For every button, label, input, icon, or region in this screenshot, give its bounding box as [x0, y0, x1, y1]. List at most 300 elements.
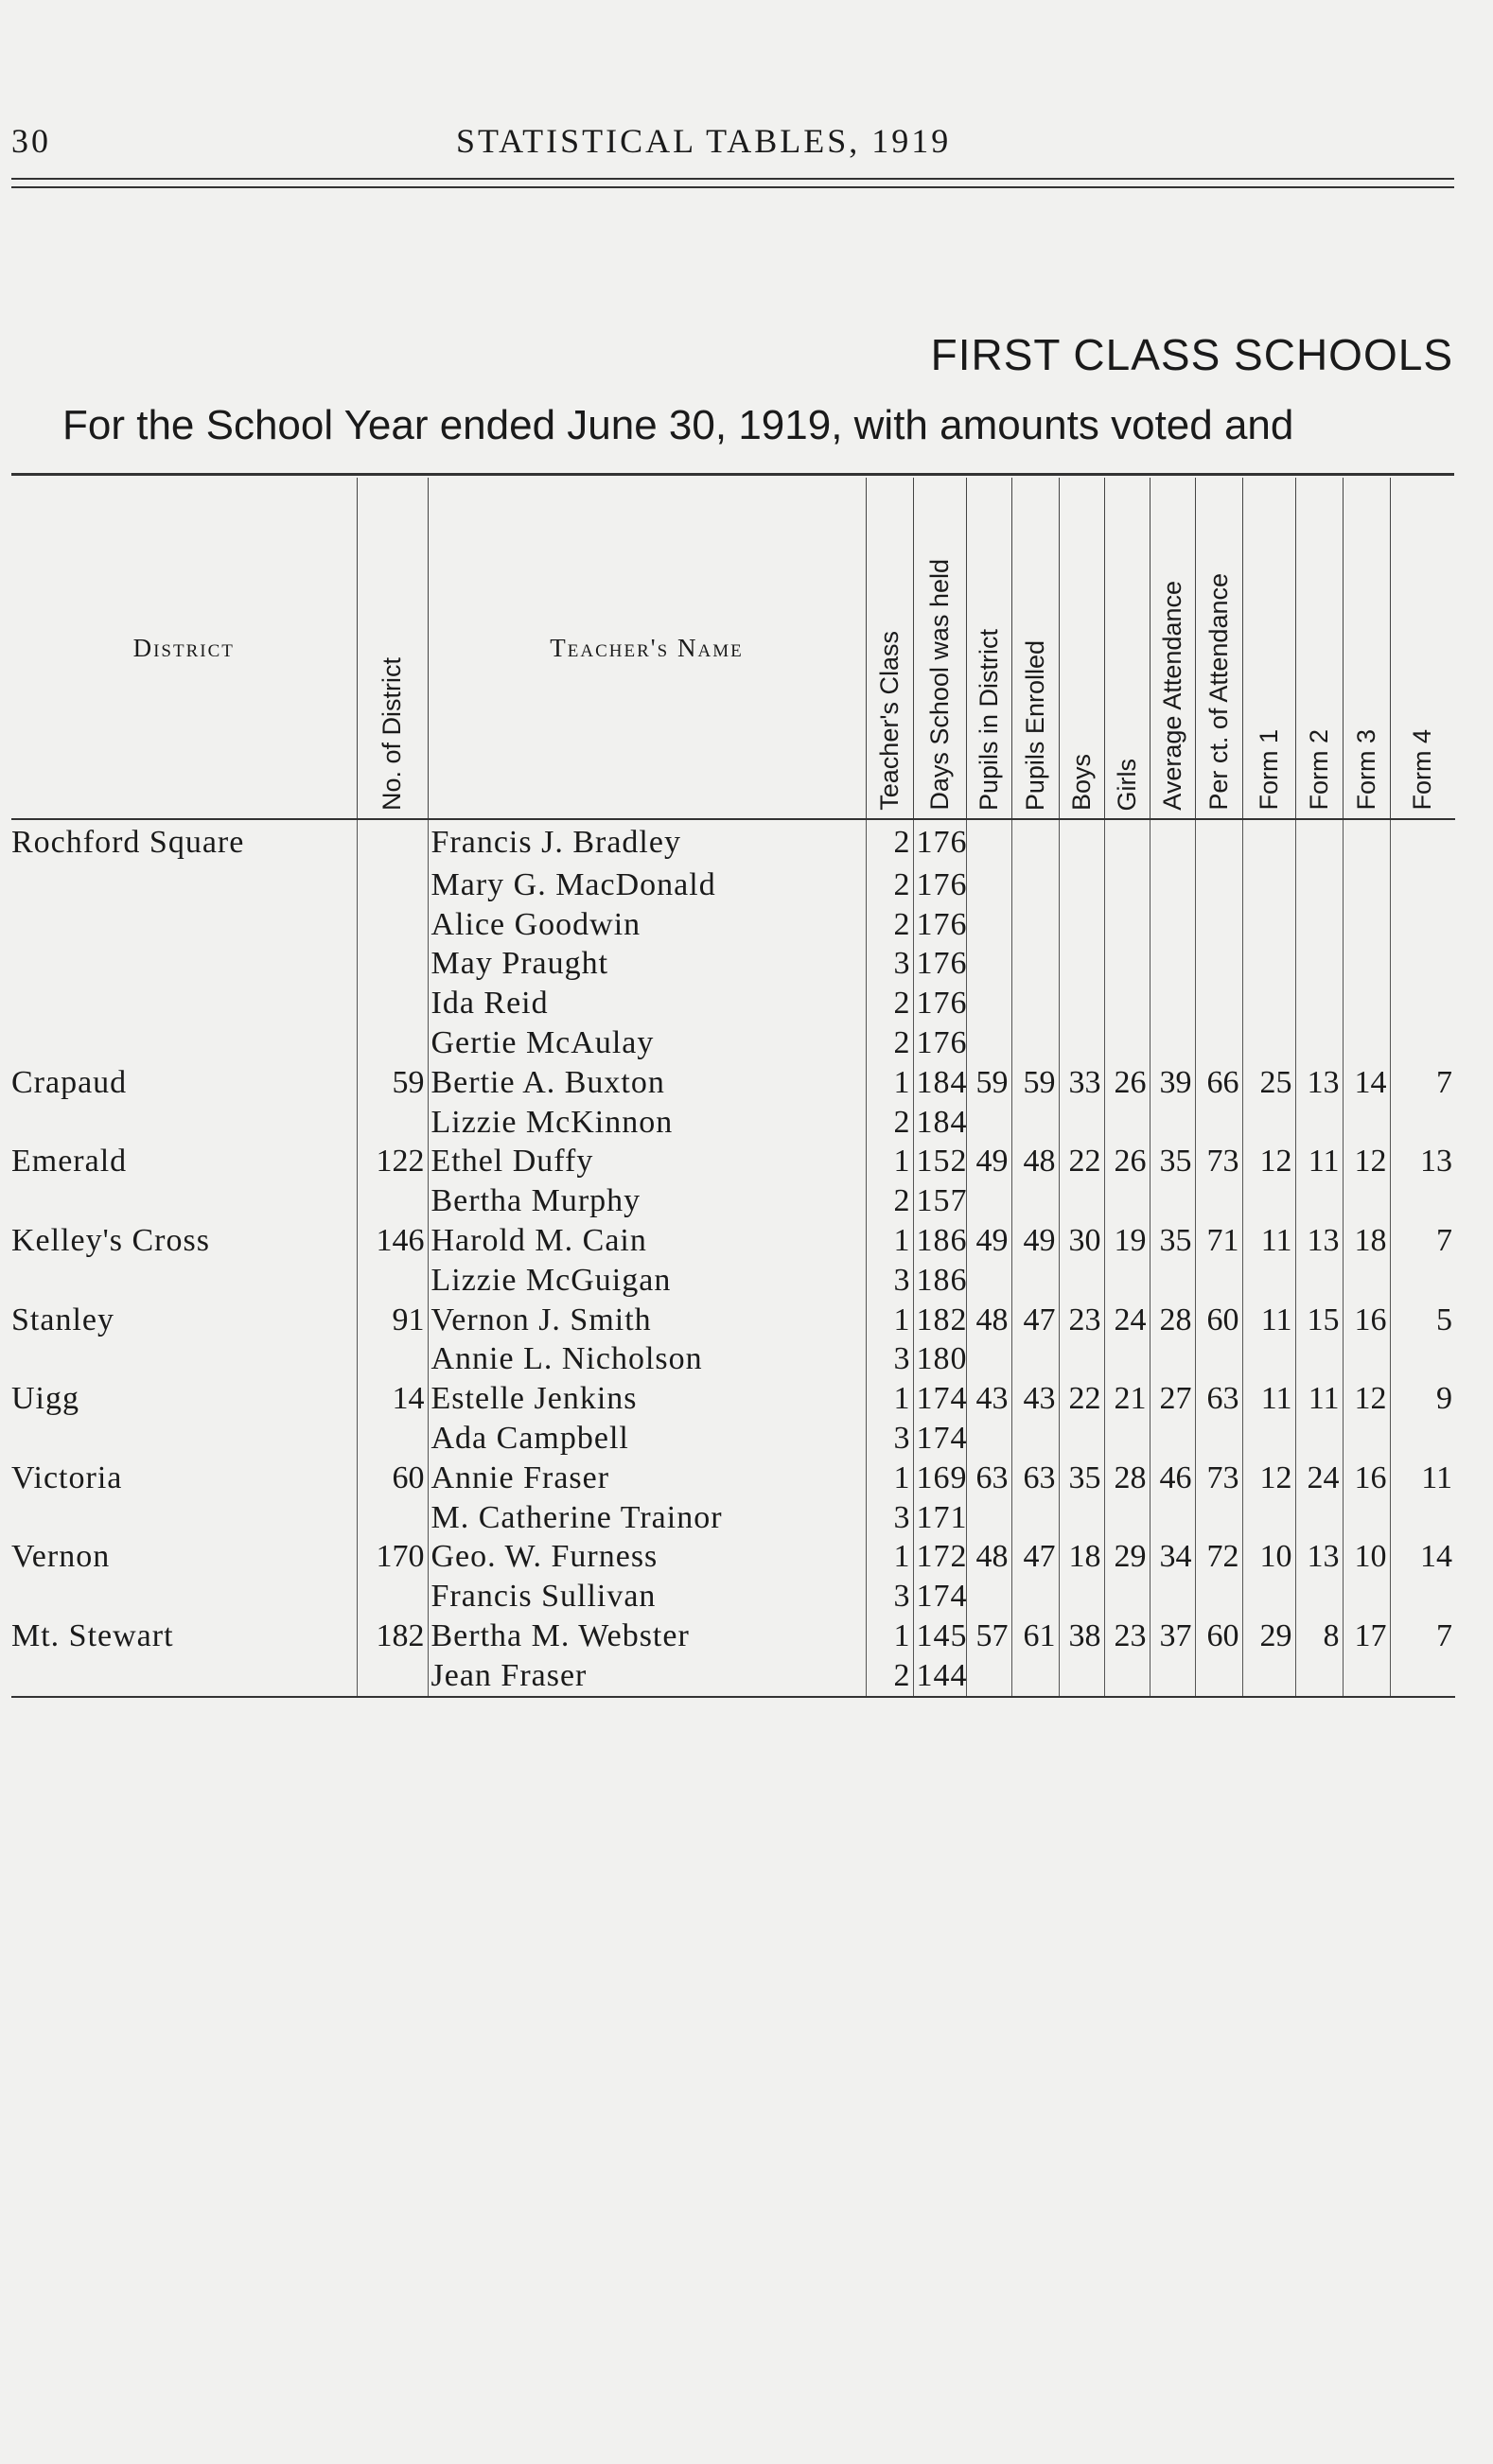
cell-form2 — [1295, 945, 1343, 985]
cell-form3 — [1343, 1181, 1390, 1221]
cell-pct-attendance: 60 — [1195, 1301, 1242, 1340]
cell-district-number — [357, 905, 428, 945]
cell-form2 — [1295, 1498, 1343, 1538]
cell-average-attendance — [1150, 984, 1195, 1023]
cell-form4 — [1390, 819, 1455, 865]
cell-girls — [1104, 905, 1150, 945]
cell-form1: 25 — [1242, 1063, 1295, 1103]
cell-pupils-in-district — [966, 1577, 1011, 1616]
cell-form3 — [1343, 1261, 1390, 1301]
cell-average-attendance — [1150, 1261, 1195, 1301]
cell-boys — [1059, 1577, 1104, 1616]
cell-pct-attendance: 72 — [1195, 1538, 1242, 1578]
cell-girls — [1104, 1577, 1150, 1616]
cell-form3 — [1343, 1577, 1390, 1616]
cell-form3: 12 — [1343, 1143, 1390, 1182]
cell-form3 — [1343, 1419, 1390, 1459]
cell-pupils-in-district — [966, 1340, 1011, 1380]
table-row — [11, 1023, 1455, 1063]
cell-pupils-enrolled: 49 — [1011, 1221, 1059, 1261]
cell-pupils-enrolled — [1011, 1498, 1059, 1538]
cell-pupils-in-district — [966, 984, 1011, 1023]
cell-pct-attendance — [1195, 1498, 1242, 1538]
cell-district — [11, 865, 357, 905]
cell-form4 — [1390, 1103, 1455, 1143]
schools-table-wrap — [11, 478, 1454, 1698]
col-header-pupils-enrolled: Pupils Enrolled — [1011, 478, 1059, 819]
col-header-form3: Form 3 — [1343, 478, 1390, 819]
cell-pupils-enrolled — [1011, 905, 1059, 945]
cell-boys: 22 — [1059, 1143, 1104, 1182]
cell-form2 — [1295, 819, 1343, 865]
cell-teacher-name: Bertie A. Buxton — [428, 1063, 866, 1103]
cell-district: Crapaud — [11, 1064, 128, 1100]
cell-form1 — [1242, 905, 1295, 945]
table-body — [11, 819, 1455, 1697]
cell-form4 — [1390, 1419, 1455, 1459]
cell-girls: 28 — [1104, 1459, 1150, 1498]
cell-form4: 13 — [1390, 1143, 1455, 1182]
cell-girls — [1104, 1656, 1150, 1697]
cell-teacher-class: 3 — [866, 1340, 913, 1380]
cell-pupils-enrolled: 47 — [1011, 1538, 1059, 1578]
cell-days-held: 152 — [913, 1143, 966, 1182]
title-rule — [11, 473, 1454, 476]
table-row — [11, 1181, 1455, 1221]
cell-form3 — [1343, 905, 1390, 945]
cell-teacher-name: Ada Campbell — [428, 1419, 866, 1459]
cell-form3: 18 — [1343, 1221, 1390, 1261]
cell-girls — [1104, 984, 1150, 1023]
table-row — [11, 1577, 1455, 1616]
cell-pupils-in-district — [966, 1181, 1011, 1221]
cell-teacher-name: Lizzie McGuigan — [428, 1261, 866, 1301]
cell-days-held: 176 — [913, 865, 966, 905]
table-row — [11, 1063, 1455, 1103]
cell-teacher-name: Mary G. MacDonald — [428, 865, 866, 905]
cell-form1 — [1242, 1656, 1295, 1697]
cell-pupils-in-district: 59 — [966, 1063, 1011, 1103]
cell-district-number — [357, 819, 428, 865]
col-header-no-of-district: No. of District — [357, 478, 428, 819]
cell-form3 — [1343, 865, 1390, 905]
cell-pupils-in-district: 43 — [966, 1379, 1011, 1419]
table-row — [11, 1616, 1455, 1656]
cell-pct-attendance — [1195, 1023, 1242, 1063]
cell-form1: 11 — [1242, 1221, 1295, 1261]
cell-teacher-class: 1 — [866, 1459, 913, 1498]
cell-pct-attendance: 63 — [1195, 1379, 1242, 1419]
cell-boys: 30 — [1059, 1221, 1104, 1261]
cell-pupils-enrolled — [1011, 945, 1059, 985]
cell-boys — [1059, 1656, 1104, 1697]
cell-form2: 24 — [1295, 1459, 1343, 1498]
cell-teacher-class: 2 — [866, 1023, 913, 1063]
cell-days-held: 176 — [913, 984, 966, 1023]
cell-district: Rochford Square — [11, 825, 245, 860]
cell-girls: 26 — [1104, 1143, 1150, 1182]
cell-teacher-class: 2 — [866, 819, 913, 865]
table-row — [11, 1103, 1455, 1143]
cell-form1 — [1242, 1023, 1295, 1063]
table-row — [11, 1143, 1455, 1182]
cell-district-number — [357, 865, 428, 905]
cell-pupils-in-district — [966, 1023, 1011, 1063]
cell-form4 — [1390, 1023, 1455, 1063]
cell-district-number — [357, 1023, 428, 1063]
cell-form1 — [1242, 1340, 1295, 1380]
cell-district: Uigg — [11, 1381, 79, 1417]
cell-pupils-enrolled — [1011, 1656, 1059, 1697]
cell-pupils-enrolled: 63 — [1011, 1459, 1059, 1498]
running-title: STATISTICAL TABLES, 1919 — [456, 122, 952, 160]
col-header-pct-attendance: Per ct. of Attendance — [1195, 478, 1242, 819]
cell-days-held: 174 — [913, 1379, 966, 1419]
cell-form2 — [1295, 1181, 1343, 1221]
cell-boys — [1059, 865, 1104, 905]
cell-teacher-name: Vernon J. Smith — [428, 1301, 866, 1340]
table-row — [11, 984, 1455, 1023]
cell-pupils-enrolled — [1011, 984, 1059, 1023]
cell-pupils-in-district — [966, 905, 1011, 945]
cell-form2 — [1295, 1261, 1343, 1301]
cell-form4 — [1390, 1340, 1455, 1380]
cell-district: Victoria — [11, 1459, 123, 1495]
cell-pupils-in-district — [966, 1419, 1011, 1459]
cell-average-attendance — [1150, 1340, 1195, 1380]
cell-pupils-enrolled — [1011, 1577, 1059, 1616]
cell-teacher-name: Ida Reid — [428, 984, 866, 1023]
cell-district-number — [357, 984, 428, 1023]
cell-form4 — [1390, 1498, 1455, 1538]
table-row — [11, 1301, 1455, 1340]
cell-form3 — [1343, 1498, 1390, 1538]
cell-district: Kelley's Cross — [11, 1223, 210, 1259]
cell-district: Stanley — [11, 1302, 114, 1337]
cell-form2 — [1295, 1577, 1343, 1616]
cell-form2 — [1295, 1023, 1343, 1063]
cell-pupils-enrolled: 61 — [1011, 1616, 1059, 1656]
cell-days-held: 172 — [913, 1538, 966, 1578]
cell-pupils-in-district: 48 — [966, 1538, 1011, 1578]
cell-average-attendance: 35 — [1150, 1221, 1195, 1261]
cell-form4 — [1390, 865, 1455, 905]
cell-pupils-enrolled — [1011, 819, 1059, 865]
cell-district — [11, 1103, 357, 1143]
cell-pupils-enrolled — [1011, 865, 1059, 905]
cell-average-attendance — [1150, 945, 1195, 985]
cell-teacher-name: M. Catherine Trainor — [428, 1498, 866, 1538]
cell-form3: 16 — [1343, 1459, 1390, 1498]
cell-pct-attendance: 66 — [1195, 1063, 1242, 1103]
cell-teacher-name: Alice Goodwin — [428, 905, 866, 945]
cell-form3 — [1343, 1656, 1390, 1697]
cell-girls: 24 — [1104, 1301, 1150, 1340]
cell-form4 — [1390, 945, 1455, 985]
cell-pupils-enrolled — [1011, 1340, 1059, 1380]
cell-pupils-enrolled — [1011, 1023, 1059, 1063]
cell-pupils-in-district — [966, 1261, 1011, 1301]
table-row — [11, 1419, 1455, 1459]
table-row — [11, 1379, 1455, 1419]
cell-days-held: 174 — [913, 1577, 966, 1616]
cell-district-number: 182 — [357, 1616, 428, 1656]
cell-girls — [1104, 1023, 1150, 1063]
cell-form3 — [1343, 945, 1390, 985]
cell-pct-attendance — [1195, 945, 1242, 985]
cell-form4: 7 — [1390, 1063, 1455, 1103]
cell-pupils-in-district: 57 — [966, 1616, 1011, 1656]
cell-days-held: 144 — [913, 1656, 966, 1697]
cell-average-attendance — [1150, 1498, 1195, 1538]
cell-form1 — [1242, 1261, 1295, 1301]
cell-average-attendance: 34 — [1150, 1538, 1195, 1578]
cell-pupils-in-district — [966, 945, 1011, 985]
cell-form1 — [1242, 1577, 1295, 1616]
cell-district-number: 170 — [357, 1538, 428, 1578]
cell-pupils-enrolled: 48 — [1011, 1143, 1059, 1182]
cell-form3 — [1343, 1023, 1390, 1063]
cell-form1 — [1242, 865, 1295, 905]
cell-pupils-enrolled: 47 — [1011, 1301, 1059, 1340]
cell-district-number — [357, 1340, 428, 1380]
cell-district-number: 59 — [357, 1063, 428, 1103]
cell-average-attendance — [1150, 905, 1195, 945]
table-row — [11, 1221, 1455, 1261]
cell-teacher-name: Annie L. Nicholson — [428, 1340, 866, 1380]
cell-district — [11, 1656, 357, 1697]
cell-teacher-class: 2 — [866, 865, 913, 905]
cell-boys — [1059, 1498, 1104, 1538]
cell-pct-attendance: 71 — [1195, 1221, 1242, 1261]
cell-teacher-class: 3 — [866, 1577, 913, 1616]
cell-form3: 12 — [1343, 1379, 1390, 1419]
cell-district — [11, 1261, 357, 1301]
cell-teacher-name: Francis Sullivan — [428, 1577, 866, 1616]
col-header-girls: Girls — [1104, 478, 1150, 819]
cell-pct-attendance — [1195, 984, 1242, 1023]
col-header-boys: Boys — [1059, 478, 1104, 819]
cell-pupils-in-district — [966, 1103, 1011, 1143]
cell-form4 — [1390, 1656, 1455, 1697]
cell-pupils-in-district: 49 — [966, 1143, 1011, 1182]
cell-days-held: 174 — [913, 1419, 966, 1459]
cell-form3 — [1343, 984, 1390, 1023]
cell-teacher-class: 2 — [866, 1181, 913, 1221]
cell-district — [11, 1498, 357, 1538]
cell-days-held: 157 — [913, 1181, 966, 1221]
cell-days-held: 186 — [913, 1261, 966, 1301]
cell-girls: 29 — [1104, 1538, 1150, 1578]
cell-average-attendance: 28 — [1150, 1301, 1195, 1340]
cell-district-number — [357, 945, 428, 985]
cell-form1: 29 — [1242, 1616, 1295, 1656]
cell-form3: 14 — [1343, 1063, 1390, 1103]
cell-pupils-enrolled: 43 — [1011, 1379, 1059, 1419]
cell-days-held: 184 — [913, 1103, 966, 1143]
cell-average-attendance — [1150, 1419, 1195, 1459]
cell-average-attendance: 46 — [1150, 1459, 1195, 1498]
cell-form2: 13 — [1295, 1221, 1343, 1261]
cell-boys: 38 — [1059, 1616, 1104, 1656]
cell-pupils-in-district — [966, 1656, 1011, 1697]
cell-days-held: 176 — [913, 1023, 966, 1063]
cell-girls: 21 — [1104, 1379, 1150, 1419]
col-header-district: District — [11, 478, 357, 819]
cell-form4 — [1390, 1577, 1455, 1616]
cell-district-number — [357, 1419, 428, 1459]
cell-form4: 7 — [1390, 1616, 1455, 1656]
cell-pupils-in-district: 49 — [966, 1221, 1011, 1261]
cell-form3 — [1343, 1103, 1390, 1143]
cell-district-number — [357, 1103, 428, 1143]
cell-days-held: 182 — [913, 1301, 966, 1340]
cell-teacher-class: 3 — [866, 1261, 913, 1301]
cell-days-held: 176 — [913, 905, 966, 945]
cell-boys — [1059, 1103, 1104, 1143]
cell-pupils-enrolled: 59 — [1011, 1063, 1059, 1103]
cell-boys: 33 — [1059, 1063, 1104, 1103]
cell-form1 — [1242, 819, 1295, 865]
cell-girls — [1104, 1181, 1150, 1221]
cell-girls — [1104, 1103, 1150, 1143]
table-row — [11, 1498, 1455, 1538]
cell-average-attendance — [1150, 1577, 1195, 1616]
cell-form2: 11 — [1295, 1143, 1343, 1182]
cell-teacher-name: May Praught — [428, 945, 866, 985]
cell-girls: 23 — [1104, 1616, 1150, 1656]
table-header-row — [11, 478, 1455, 819]
cell-form2 — [1295, 1656, 1343, 1697]
cell-average-attendance: 39 — [1150, 1063, 1195, 1103]
cell-form1: 12 — [1242, 1459, 1295, 1498]
cell-form2 — [1295, 1340, 1343, 1380]
cell-teacher-class: 1 — [866, 1143, 913, 1182]
cell-teacher-name: Estelle Jenkins — [428, 1379, 866, 1419]
cell-form1: 11 — [1242, 1301, 1295, 1340]
cell-form1 — [1242, 1498, 1295, 1538]
cell-pupils-enrolled — [1011, 1261, 1059, 1301]
cell-pct-attendance — [1195, 1340, 1242, 1380]
cell-girls: 19 — [1104, 1221, 1150, 1261]
table-row — [11, 1340, 1455, 1380]
cell-days-held: 169 — [913, 1459, 966, 1498]
col-header-average-attendance: Average Attendance — [1150, 478, 1195, 819]
cell-form1: 12 — [1242, 1143, 1295, 1182]
cell-form4 — [1390, 1261, 1455, 1301]
cell-pct-attendance — [1195, 865, 1242, 905]
table-row — [11, 1261, 1455, 1301]
cell-form2 — [1295, 984, 1343, 1023]
cell-days-held: 171 — [913, 1498, 966, 1538]
schools-table — [11, 478, 1455, 1698]
cell-teacher-class: 2 — [866, 984, 913, 1023]
cell-boys: 18 — [1059, 1538, 1104, 1578]
cell-form1 — [1242, 1103, 1295, 1143]
cell-district: Vernon — [11, 1539, 111, 1575]
cell-form1 — [1242, 1419, 1295, 1459]
cell-boys: 35 — [1059, 1459, 1104, 1498]
cell-boys — [1059, 819, 1104, 865]
cell-days-held: 176 — [913, 945, 966, 985]
cell-pct-attendance — [1195, 819, 1242, 865]
cell-boys — [1059, 984, 1104, 1023]
cell-pupils-in-district — [966, 865, 1011, 905]
cell-boys — [1059, 1419, 1104, 1459]
cell-form2 — [1295, 1419, 1343, 1459]
cell-form2 — [1295, 905, 1343, 945]
cell-teacher-name: Geo. W. Furness — [428, 1538, 866, 1578]
cell-form2: 13 — [1295, 1538, 1343, 1578]
cell-pupils-in-district: 63 — [966, 1459, 1011, 1498]
cell-pct-attendance — [1195, 1577, 1242, 1616]
cell-district-number — [357, 1498, 428, 1538]
cell-teacher-name: Bertha M. Webster — [428, 1616, 866, 1656]
table-row — [11, 1656, 1455, 1697]
cell-teacher-name: Annie Fraser — [428, 1459, 866, 1498]
cell-girls — [1104, 1340, 1150, 1380]
cell-district-number — [357, 1577, 428, 1616]
cell-boys — [1059, 1181, 1104, 1221]
cell-teacher-name: Ethel Duffy — [428, 1143, 866, 1182]
cell-district-number: 60 — [357, 1459, 428, 1498]
cell-girls — [1104, 945, 1150, 985]
col-header-form4: Form 4 — [1390, 478, 1455, 819]
cell-form1 — [1242, 1181, 1295, 1221]
cell-teacher-name: Harold M. Cain — [428, 1221, 866, 1261]
header-rule-bottom — [11, 186, 1454, 188]
table-row — [11, 819, 1455, 865]
cell-pct-attendance — [1195, 1656, 1242, 1697]
cell-district-number: 91 — [357, 1301, 428, 1340]
cell-form1: 10 — [1242, 1538, 1295, 1578]
table-row — [11, 1538, 1455, 1578]
cell-girls — [1104, 1419, 1150, 1459]
cell-form1 — [1242, 945, 1295, 985]
cell-form2: 8 — [1295, 1616, 1343, 1656]
cell-district-number: 122 — [357, 1143, 428, 1182]
cell-average-attendance: 35 — [1150, 1143, 1195, 1182]
cell-girls: 26 — [1104, 1063, 1150, 1103]
cell-pct-attendance — [1195, 905, 1242, 945]
cell-teacher-class: 1 — [866, 1379, 913, 1419]
cell-days-held: 145 — [913, 1616, 966, 1656]
cell-pupils-enrolled — [1011, 1419, 1059, 1459]
cell-form3 — [1343, 819, 1390, 865]
cell-average-attendance — [1150, 819, 1195, 865]
col-header-teacher: Teacher's Name — [428, 478, 866, 819]
cell-days-held: 180 — [913, 1340, 966, 1380]
cell-district: Mt. Stewart — [11, 1618, 174, 1654]
cell-pupils-in-district: 48 — [966, 1301, 1011, 1340]
cell-days-held: 184 — [913, 1063, 966, 1103]
col-header-form1: Form 1 — [1242, 478, 1295, 819]
table-subtitle: For the School Year ended June 30, 1919, with amounts voted and — [62, 402, 1294, 448]
cell-boys: 22 — [1059, 1379, 1104, 1419]
cell-district — [11, 1181, 357, 1221]
cell-district — [11, 984, 357, 1023]
cell-form3: 17 — [1343, 1616, 1390, 1656]
cell-form1 — [1242, 984, 1295, 1023]
cell-district-number: 146 — [357, 1221, 428, 1261]
cell-form4: 5 — [1390, 1301, 1455, 1340]
cell-teacher-class: 2 — [866, 905, 913, 945]
cell-teacher-class: 3 — [866, 1498, 913, 1538]
table-row — [11, 945, 1455, 985]
cell-form4: 11 — [1390, 1459, 1455, 1498]
cell-pupils-in-district — [966, 1498, 1011, 1538]
cell-district-number — [357, 1181, 428, 1221]
